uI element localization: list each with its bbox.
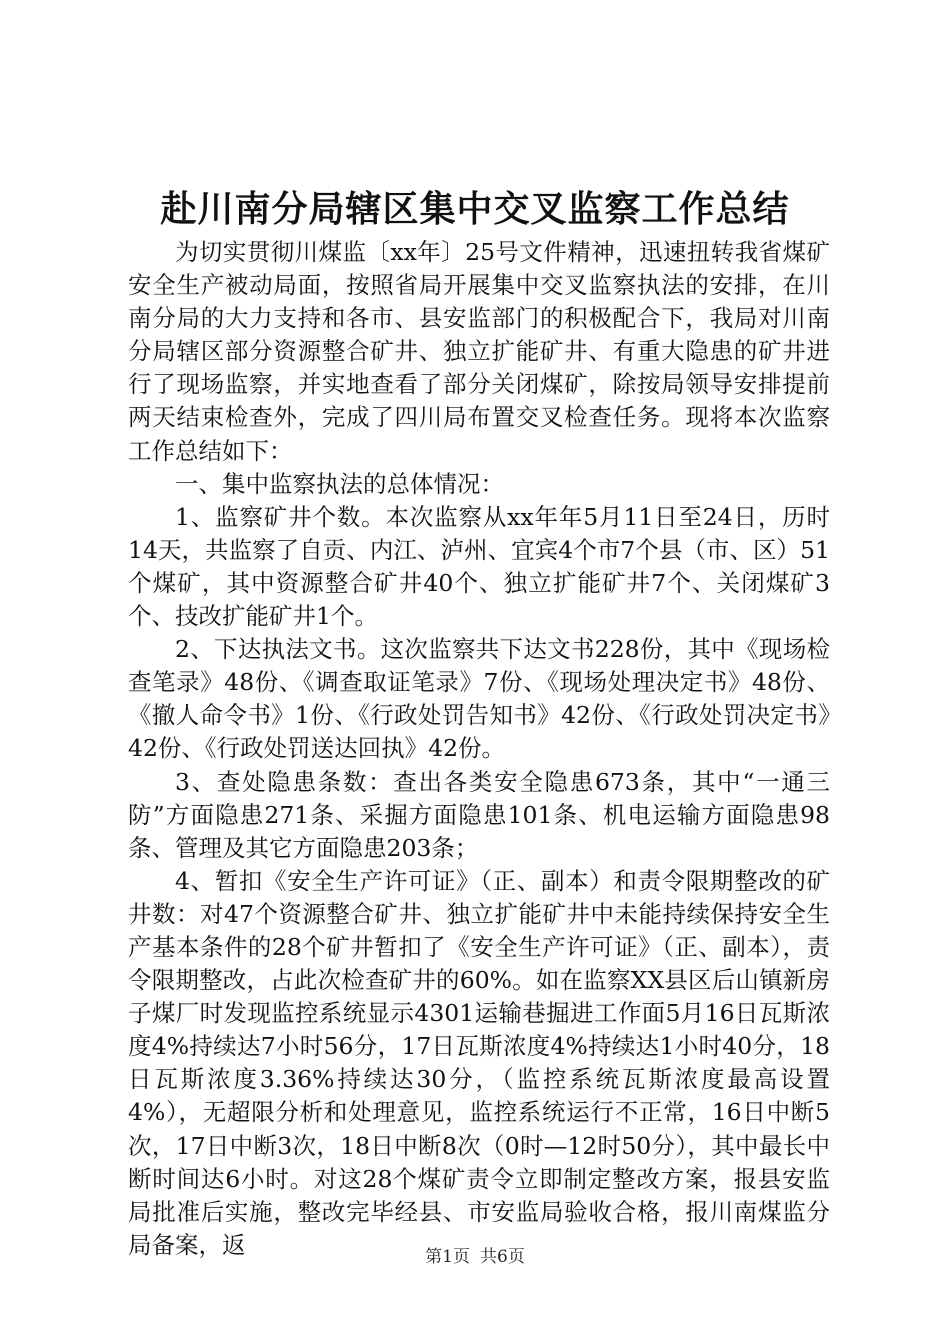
document-body: [128, 236, 830, 1262]
paragraph-item-3: 3、查处隐患条数：查出各类安全隐患673条，其中“一通三防”方面隐患271条、采掘方面隐患101条、机电运输方面隐患98条、管理及其它方面隐患203条；: [128, 767, 830, 862]
paragraph-item-1: 1、监察矿井个数。本次监察从xx年年5月11日至24日，历时14天，共监察了自贡、内江、泸州、宜宾4个市7个县（市、区）51个煤矿，其中资源整合矿井40个、独立扩能矿井7个、关闭煤矿3个、技改扩能矿井1个。: [128, 502, 830, 631]
page-total: 共6页: [480, 1247, 525, 1267]
paragraph-section-heading: 一、集中监察执法的总体情况：: [175, 469, 504, 498]
document-title: 赴川南分局辖区集中交叉监察工作总结: [160, 188, 790, 230]
paragraph-item-2: 2、下达执法文书。这次监察共下达文书228份，其中《现场检查笔录》48份、《调查取证笔录》7份、《现场处理决定书》48份、《撤人命令书》1份、《行政处罚告知书》42份、《行政处罚决定书》42份、《行政处罚送达回执》42份。: [128, 635, 830, 763]
paragraph-intro: 为切实贯彻川煤监〔xx年〕25号文件精神，迅速扭转我省煤矿安全生产被动局面，按照省局开展集中交叉监察执法的安排，在川南分局的大力支持和各市、县安监部门的积极配合下，我局对川南分局辖区部分资源整合矿井、独立扩能矿井、有重大隐患的矿井进行了现场监察，并实地查看了部分关闭煤矿，除按局领导安排提前两天结束检查外，完成了四川局布置交叉检查任务。现将本次监察工作总结如下：: [128, 238, 830, 465]
paragraph-item-4: 4、暂扣《安全生产许可证》（正、副本）和责令限期整改的矿井数：对47个资源整合矿井、独立扩能矿井中未能持续保持安全生产基本条件的28个矿井暂扣了《安全生产许可证》（正、副本），责令限期整改，占此次检查矿井的60%。如在监察XX县区后山镇新房子煤厂时发现监控系统显示4301运输巷掘进工作面5月16日瓦斯浓度4%持续达7小时56分，17日瓦斯浓度4%持续达1小时40分，18日瓦斯浓度3.36%持续达30分，（监控系统瓦斯浓度最高设置4%），无超限分析和处理意见，监控系统运行不正常，16日中断5次，17日中断3次，18日中断8次（0时—12时50分），其中最长中断时间达6小时。对这28个煤矿责令立即制定整改方案，报县安监局批准后实施，整改完毕经县、市安监局验收合格，报川南煤监分局备案，返: [128, 866, 830, 1259]
page-footer: [0, 1245, 950, 1269]
page-number: 第1页: [425, 1247, 470, 1267]
